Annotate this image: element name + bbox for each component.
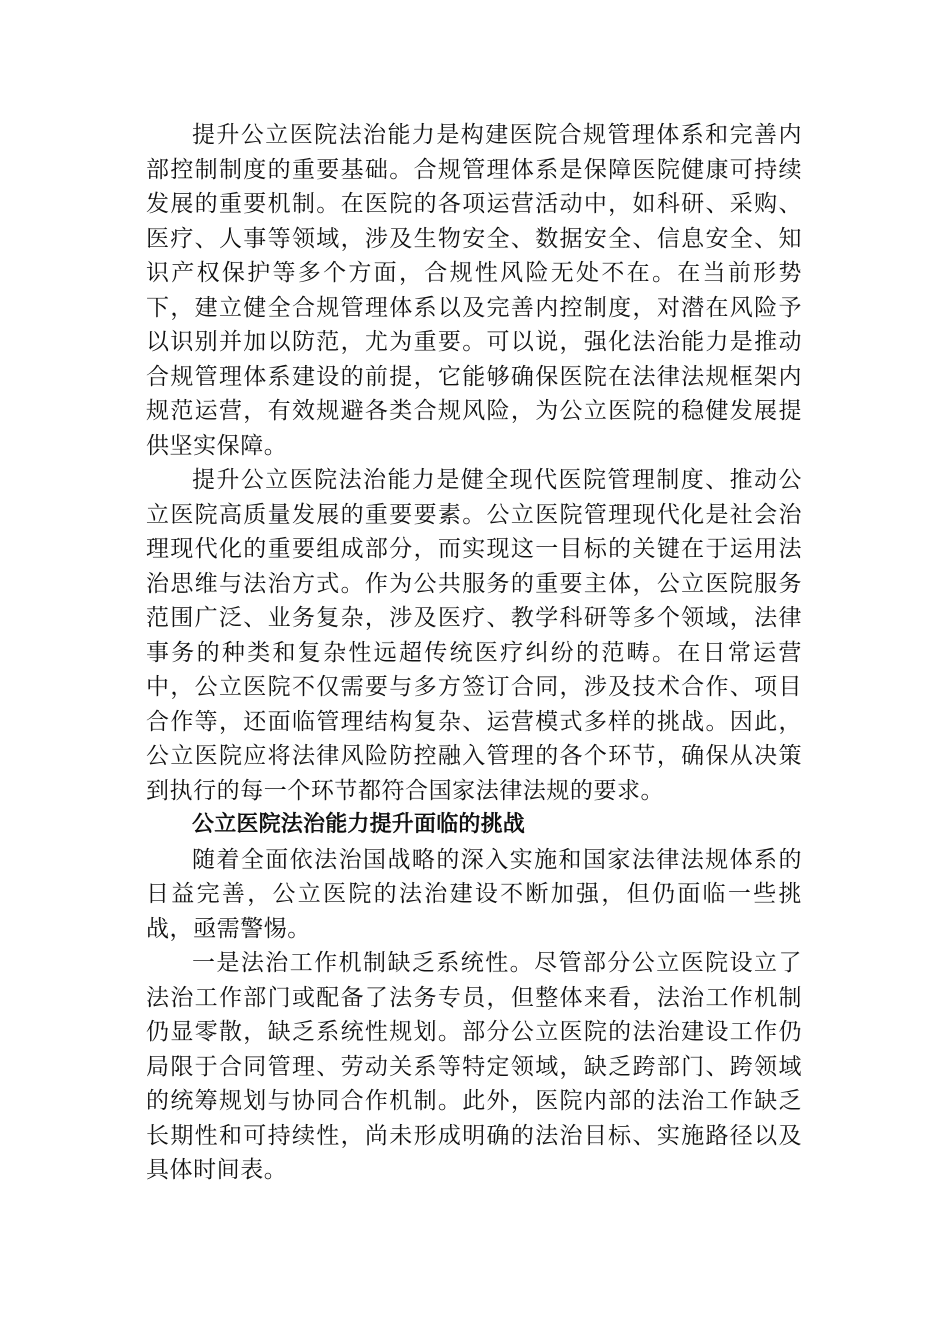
section-heading-challenges: 公立医院法治能力提升面临的挑战 xyxy=(192,812,526,837)
paragraph-modern-management: 提升公立医院法治能力是健全现代医院管理制度、推动公立医院高质量发展的重要要素。公立医院管理现代化是社会治理现代化的重要组成部分，而实现这一目标的关键在于运用法治思维与法治方式。作为公共服务的重要主体，公立医院服务范围广泛、业务复杂，涉及医疗、教学科研等多个领域，法律事务的种类和复杂性远超传统医疗纠纷的范畴。在日常运营中，公立医院不仅需要与多方签订合同，涉及技术合作、项目合作等，还面临管理结构复杂、运营模式多样的挑战。因此，公立医院应将法律风险防控融入管理的各个环节，确保从决策到执行的每一个环节都符合国家法律法规的要求。 xyxy=(146,467,802,804)
paragraph-compliance-foundation: 提升公立医院法治能力是构建医院合规管理体系和完善内部控制制度的重要基础。合规管理体系是保障医院健康可持续发展的重要机制。在医院的各项运营活动中，如科研、采购、医疗、人事等领域，涉及生物安全、数据安全、信息安全、知识产权保护等多个方面，合规性风险无处不在。在当前形势下，建立健全合规管理体系以及完善内控制度，对潜在风险予以识别并加以防范，尤为重要。可以说，强化法治能力是推动合规管理体系建设的前提，它能够确保医院在法律法规框架内规范运营，有效规避各类合规风险，为公立医院的稳健发展提供坚实保障。 xyxy=(146,122,802,459)
paragraph-challenge-one: 一是法治工作机制缺乏系统性。尽管部分公立医院设立了法治工作部门或配备了法务专员，但整体来看，法治工作机制仍显零散，缺乏系统性规划。部分公立医院的法治建设工作仍局限于合同管理、劳动关系等特定领域，缺乏跨部门、跨领域的统筹规划与协同合作机制。此外，医院内部的法治工作缺乏长期性和可持续性，尚未形成明确的法治目标、实施路径以及具体时间表。 xyxy=(146,950,802,1183)
document-body xyxy=(146,118,802,1188)
paragraph-challenges-intro: 随着全面依法治国战略的深入实施和国家法律法规体系的日益完善，公立医院的法治建设不断加强，但仍面临一些挑战，亟需警惕。 xyxy=(146,846,802,942)
